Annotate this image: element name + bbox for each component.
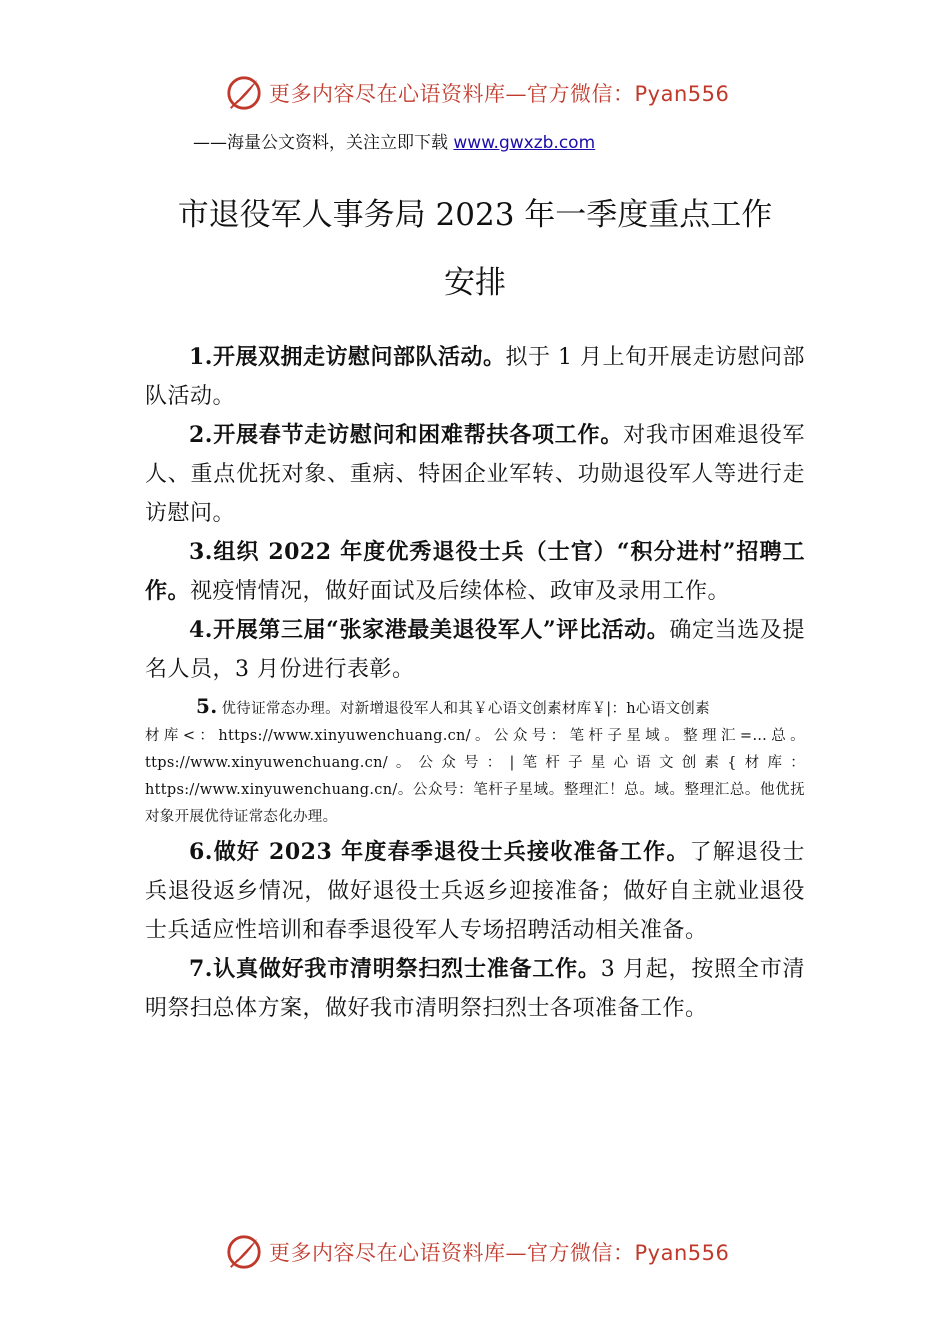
list-item: 6.做好 2023 年度春季退役士兵接收准备工作。了解退役士兵退役返乡情况，做好退役士兵返乡迎接准备；做好自主就业退役士兵适应性培训和春季退役军人专场招聘活动相关准备。 — [145, 839, 805, 943]
list-item-garbled: 5. 优待证常态办理。对新增退役军人和其￥心语文创素材库￥|：h心语文创素 材库<：https://www.xinyuwenchuang.cn/。公众号：笔杆子星域。整理汇=…总。ttps://www.xinyuwenchuang.cn/。公众号：|笔杆子星心语文创素{材库：https://www.xinyuwenchuang.cn/。公众号：笔杆子星域。整理汇！总。域。整理汇总。他优抚对象开展优待证常态化办理。 — [145, 694, 805, 825]
download-link[interactable]: www.gwxzb.com — [453, 133, 596, 153]
document-body — [145, 338, 805, 1028]
list-item: 2.开展春节走访慰问和困难帮扶各项工作。对我市困难退役军人、重点优抚对象、重病、特困企业军转、功勋退役军人等进行走访慰问。 — [145, 422, 805, 526]
document-title — [145, 181, 805, 317]
footer-banner — [225, 1231, 729, 1273]
header-banner — [225, 72, 729, 114]
wechat-id: Pyan556 — [634, 82, 730, 106]
download-subline — [193, 128, 595, 153]
feather-pen-logo-icon — [225, 74, 263, 112]
list-item: 7.认真做好我市清明祭扫烈士准备工作。3 月起，按照全市清明祭扫总体方案，做好我市清明祭扫烈士各项准备工作。 — [145, 956, 805, 1021]
subline-prefix: ——海量公文资料，关注立即下载 — [193, 133, 454, 153]
wechat-id: Pyan556 — [634, 1241, 730, 1265]
feather-pen-logo-icon — [225, 1233, 263, 1271]
list-item: 4.开展第三届“张家港最美退役军人”评比活动。确定当选及提名人员，3 月份进行表彰。 — [145, 617, 805, 682]
banner-text: 更多内容尽在心语资料库—官方微信：Pyan556 — [269, 1241, 730, 1265]
banner-text: 更多内容尽在心语资料库—官方微信：Pyan556 — [269, 82, 730, 106]
title-line-1: 市退役军人事务局 2023 年一季度重点工作 — [177, 197, 773, 233]
list-item: 3.组织 2022 年度优秀退役士兵（士官）“积分进村”招聘工作。视疫情情况，做好面试及后续体检、政审及录用工作。 — [145, 539, 805, 604]
list-item: 1.开展双拥走访慰问部队活动。拟于 1 月上旬开展走访慰问部队活动。 — [145, 344, 806, 409]
title-line-2: 安排 — [444, 265, 506, 301]
